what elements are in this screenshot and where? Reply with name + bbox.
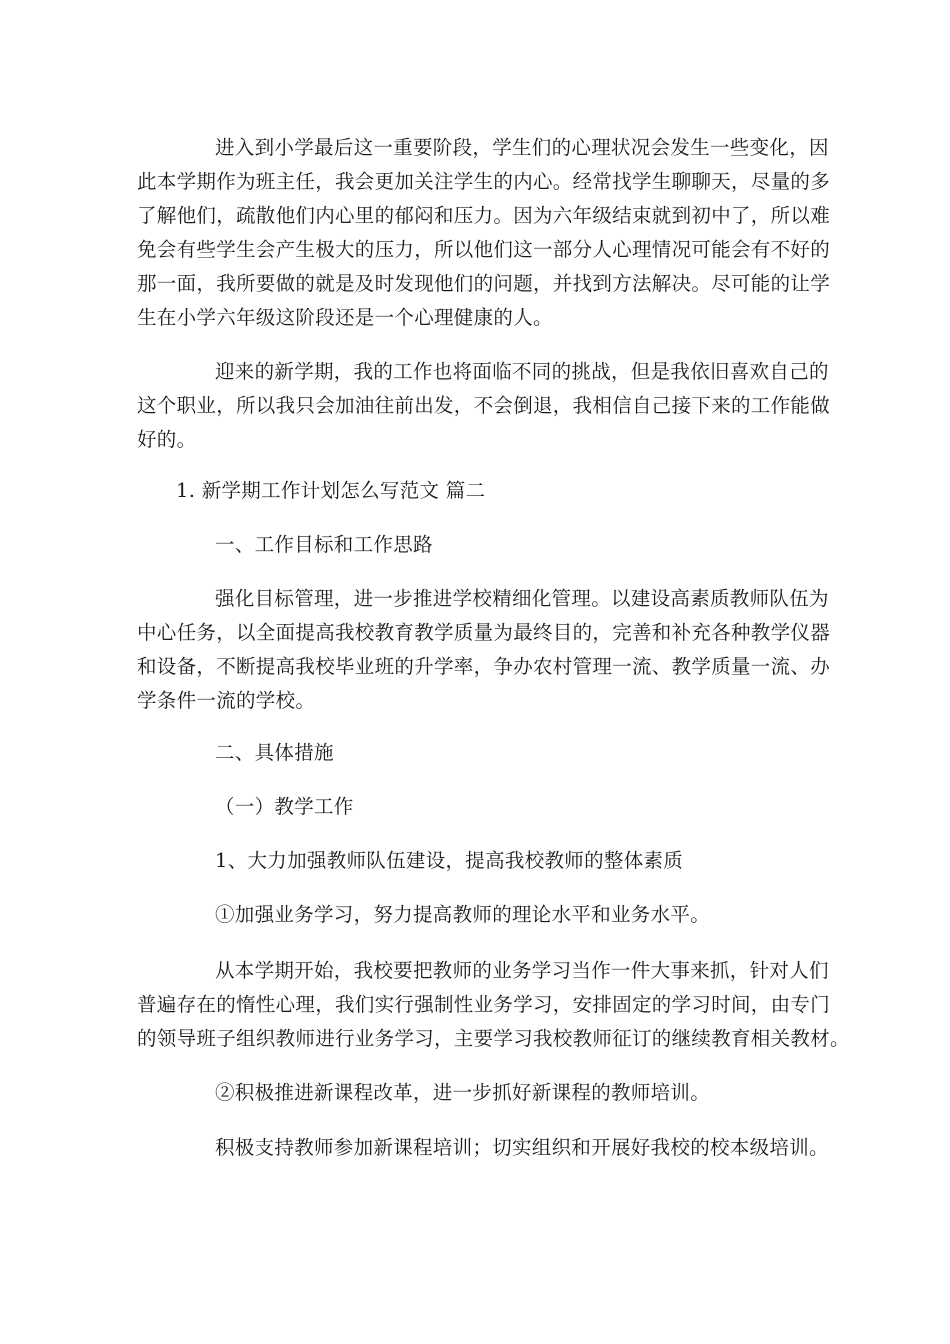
- text-line: 迎来的新学期，我的工作也将面临不同的挑战，但是我依旧喜欢自己的: [215, 360, 829, 383]
- text-line: 那一面，我所要做的就是及时发现他们的问题，并找到方法解决。尽可能的让学: [137, 272, 831, 295]
- text-line: 从本学期开始，我校要把教师的业务学习当作一件大事来抓，针对人们: [215, 959, 829, 982]
- section-heading: 1. 新学期工作计划怎么写范文 篇二: [176, 479, 486, 502]
- text-line: 此本学期作为班主任，我会更加关注学生的内心。经常找学生聊聊天，尽量的多: [137, 170, 831, 193]
- text-line: 了解他们，疏散他们内心里的郁闷和压力。因为六年级结束就到初中了，所以难: [137, 204, 831, 227]
- text-line: 学条件一流的学校。: [137, 689, 316, 712]
- text-line: 强化目标管理，进一步推进学校精细化管理。以建设高素质教师队伍为: [215, 587, 829, 610]
- text-line: 普遍存在的惰性心理，我们实行强制性业务学习，安排固定的学习时间，由专门: [137, 993, 831, 1016]
- text-line: 的领导班子组织教师进行业务学习，主要学习我校教师征订的继续教育相关教材。: [137, 1027, 850, 1050]
- text-line: 生在小学六年级这阶段还是一个心理健康的人。: [137, 306, 553, 329]
- text-line: 这个职业，所以我只会加油往前出发，不会倒退，我相信自己接下来的工作能做: [137, 394, 831, 417]
- text-line: 和设备，不断提高我校毕业班的升学率，争办农村管理一流、教学质量一流、办: [137, 655, 831, 678]
- text-line: 积极支持教师参加新课程培训；切实组织和开展好我校的校本级培训。: [215, 1136, 829, 1159]
- subsection-heading: （一）教学工作: [215, 795, 354, 818]
- text-line: 中心任务，以全面提高我校教育教学质量为最终目的，完善和补充各种教学仪器: [137, 621, 831, 644]
- text-line: 免会有些学生会产生极大的压力，所以他们这一部分人心理情况可能会有不好的: [137, 238, 831, 261]
- text-line: 好的。: [137, 428, 197, 451]
- list-item: 1、大力加强教师队伍建设，提高我校教师的整体素质: [215, 849, 684, 872]
- subsection-heading: 二、具体措施: [215, 741, 334, 764]
- list-item: ①加强业务学习，努力提高教师的理论水平和业务水平。: [215, 903, 711, 926]
- list-item: ②积极推进新课程改革，进一步抓好新课程的教师培训。: [215, 1081, 711, 1104]
- subsection-heading: 一、工作目标和工作思路: [215, 533, 433, 556]
- text-line: 进入到小学最后这一重要阶段，学生们的心理状况会发生一些变化，因: [215, 136, 829, 159]
